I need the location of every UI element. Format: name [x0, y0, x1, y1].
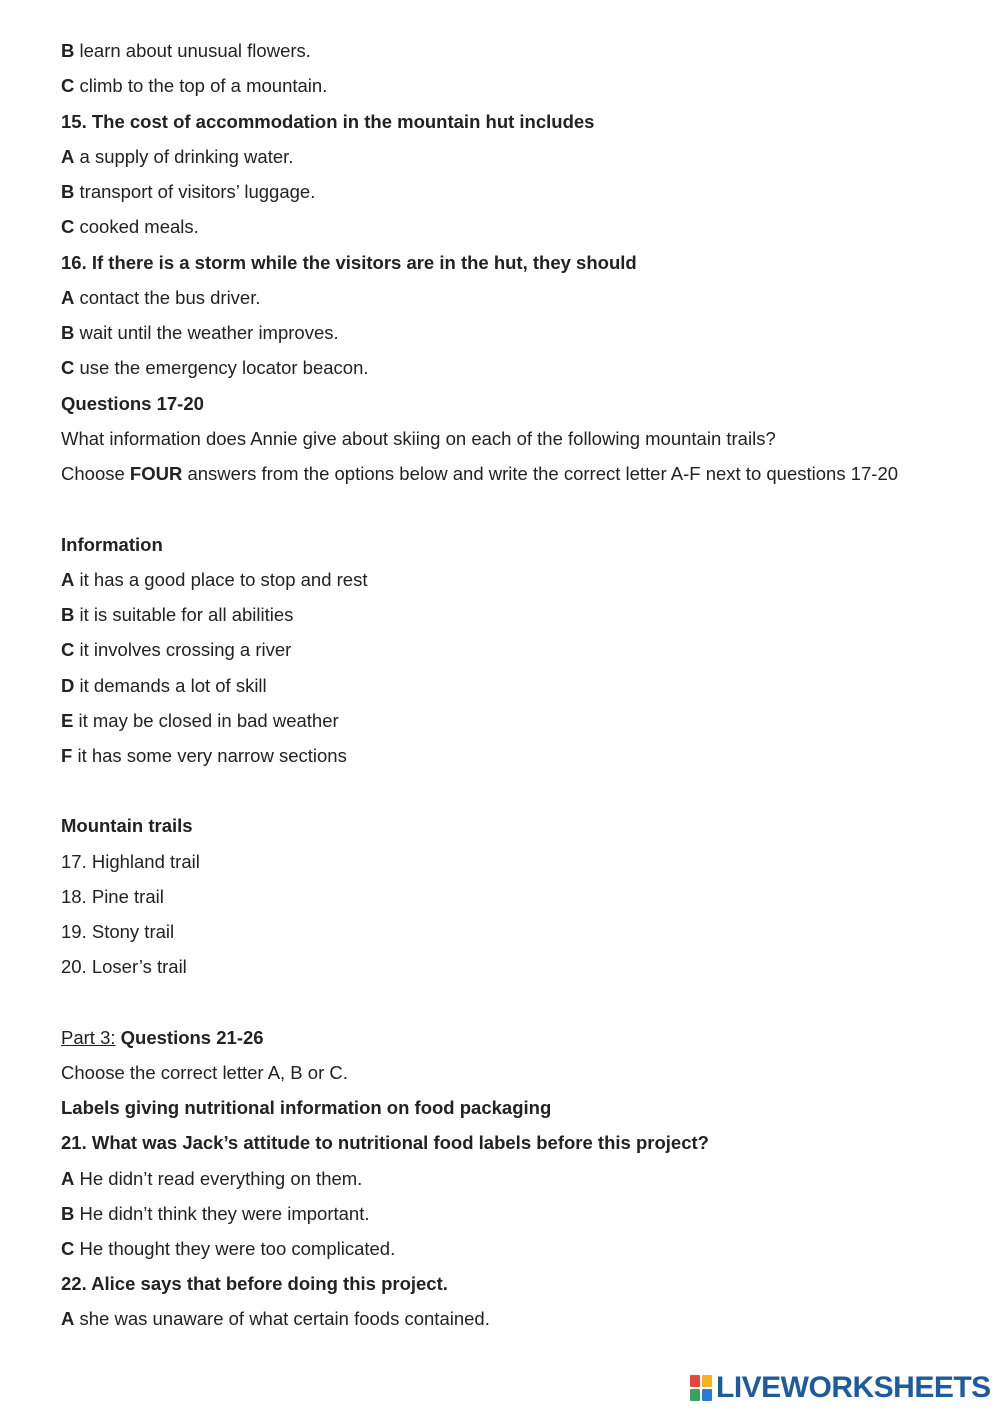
instruction-text	[61, 463, 898, 485]
option-text: climb to the top of a mountain.	[74, 75, 328, 96]
option-line	[61, 216, 199, 238]
option-letter: B	[61, 322, 75, 343]
option-line	[61, 75, 327, 97]
option-letter: C	[61, 639, 75, 660]
option-text: learn about unusual flowers.	[74, 40, 311, 61]
option-line	[61, 40, 311, 62]
logo-square-icon	[702, 1389, 712, 1401]
option-text: use the emergency locator beacon.	[74, 357, 369, 378]
option-line	[61, 604, 293, 626]
part-label: Part 3:	[61, 1027, 116, 1048]
trail-item: 18. Pine trail	[61, 886, 164, 907]
liveworksheets-logo-icon	[690, 1375, 712, 1401]
option-letter: B	[61, 181, 75, 202]
instruction-text: Choose the correct letter A, B or C.	[61, 1062, 348, 1083]
option-text: He didn’t think they were important.	[74, 1203, 370, 1224]
option-line	[61, 1168, 362, 1190]
option-line	[61, 1308, 490, 1330]
instruction-bold: FOUR	[129, 463, 183, 484]
section-heading: Questions 17-20	[61, 393, 204, 414]
option-letter: A	[61, 1168, 75, 1189]
option-line	[61, 1203, 370, 1225]
question-heading: 21. What was Jack’s attitude to nutritional food labels before this project?	[61, 1132, 709, 1153]
logo-square-icon	[690, 1375, 700, 1387]
option-line	[61, 675, 267, 697]
option-line	[61, 1238, 395, 1260]
option-letter: A	[61, 287, 75, 308]
option-text: wait until the weather improves.	[74, 322, 339, 343]
option-letter: C	[61, 357, 75, 378]
option-letter: B	[61, 604, 75, 625]
question-heading: 16. If there is a storm while the visitors are in the hut, they should	[61, 252, 637, 273]
instruction-pre: Choose	[61, 463, 130, 484]
option-line	[61, 745, 347, 767]
option-letter: B	[61, 1203, 75, 1224]
logo-text: LIVEWORKSHEETS	[716, 1371, 991, 1404]
option-text: cooked meals.	[74, 216, 199, 237]
option-text: it may be closed in bad weather	[73, 710, 339, 731]
option-text: it is suitable for all abilities	[74, 604, 294, 625]
option-line	[61, 569, 367, 591]
option-text: a supply of drinking water.	[74, 146, 294, 167]
instruction-post: answers from the options below and write the correct letter A-F next to questions 17-20	[182, 463, 899, 484]
option-letter: A	[61, 146, 75, 167]
option-line	[61, 639, 291, 661]
liveworksheets-logo	[690, 1371, 991, 1404]
option-line	[61, 146, 293, 168]
option-text: He thought they were too complicated.	[74, 1238, 396, 1259]
option-text: it demands a lot of skill	[74, 675, 267, 696]
option-letter: A	[61, 569, 75, 590]
option-text: He didn’t read everything on them.	[74, 1168, 363, 1189]
option-letter: A	[61, 1308, 75, 1329]
trail-item: 20. Loser’s trail	[61, 956, 187, 977]
logo-square-icon	[702, 1375, 712, 1387]
option-letter: C	[61, 1238, 75, 1259]
option-text: it has some very narrow sections	[72, 745, 347, 766]
option-letter: C	[61, 75, 75, 96]
instruction-text: What information does Annie give about skiing on each of the following mountain trails?	[61, 428, 776, 449]
option-line	[61, 710, 339, 732]
option-text: she was unaware of what certain foods contained.	[74, 1308, 490, 1329]
option-line	[61, 322, 339, 344]
part-title: Questions 21-26	[115, 1027, 264, 1048]
part-heading	[61, 1027, 264, 1049]
option-line	[61, 181, 315, 203]
trail-item: 17. Highland trail	[61, 851, 200, 872]
option-text: it has a good place to stop and rest	[74, 569, 368, 590]
option-letter: F	[61, 745, 73, 766]
section-heading: Information	[61, 534, 163, 555]
section-heading: Labels giving nutritional information on food packaging	[61, 1097, 552, 1118]
option-text: contact the bus driver.	[74, 287, 261, 308]
option-letter: D	[61, 675, 75, 696]
option-text: transport of visitors’ luggage.	[74, 181, 316, 202]
option-letter: C	[61, 216, 75, 237]
question-heading: 15. The cost of accommodation in the mountain hut includes	[61, 111, 595, 132]
trail-item: 19. Stony trail	[61, 921, 175, 942]
question-heading: 22. Alice says that before doing this project.	[61, 1273, 448, 1294]
option-text: it involves crossing a river	[74, 639, 292, 660]
option-line	[61, 357, 369, 379]
section-heading: Mountain trails	[61, 815, 193, 836]
option-line	[61, 287, 261, 309]
option-letter: E	[61, 710, 74, 731]
logo-square-icon	[690, 1389, 700, 1401]
option-letter: B	[61, 40, 75, 61]
